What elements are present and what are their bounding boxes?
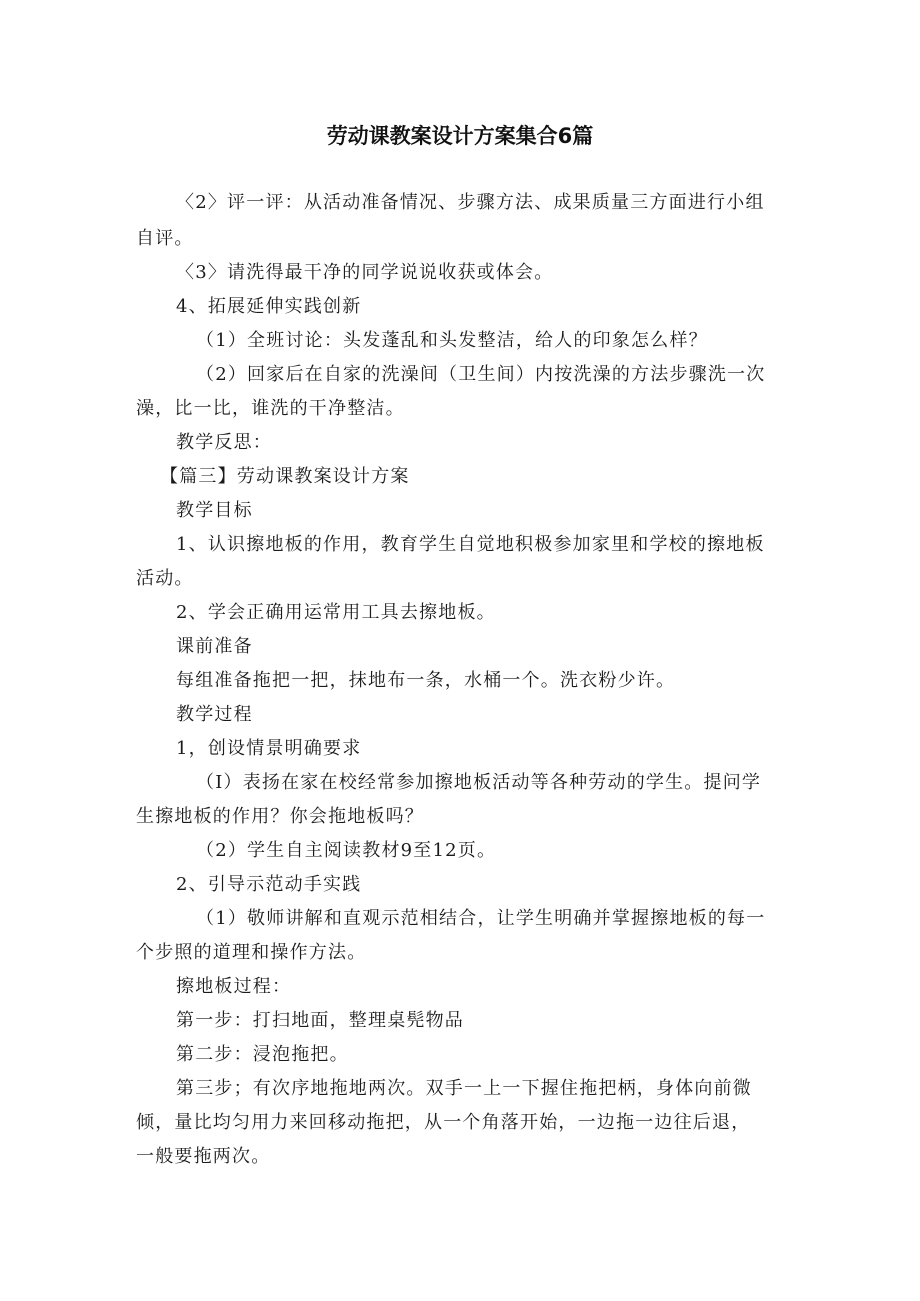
paragraph-line: 〈3〉请洗得最干净的同学说说收获或体会。: [176, 262, 554, 283]
paragraph-line: （1）敬师讲解和直观示范相结合，让学生明确并掌握擦地板的每一: [196, 908, 766, 929]
paragraph-line: （I）表扬在家在校经常参加擦地板活动等各种劳动的学生。提问学: [196, 772, 762, 793]
paragraph-line: 一般要拖两次。: [136, 1146, 271, 1167]
section-heading: 课前准备: [176, 636, 253, 657]
paragraph-line: 活动。: [136, 568, 194, 589]
paragraph-line: 1、认识擦地板的作用，教育学生自觉地积极参加家里和学校的擦地板: [176, 534, 765, 555]
paragraph-line: 〈2〉评一评：从活动准备情况、步骤方法、成果质量三方面进行小组: [176, 192, 765, 213]
paragraph-line: （2）回家后在自家的洗澡间（卫生间）内按洗澡的方法步骤洗一次: [196, 364, 766, 385]
paragraph-line: （1）全班讨论：头发蓬乱和头发整洁，给人的印象怎么样？: [196, 330, 708, 351]
paragraph-line: 2、引导示范动手实践: [176, 874, 362, 895]
paragraph-line: 第二步：浸泡拖把。: [176, 1044, 349, 1065]
paragraph-line: 生擦地板的作用？你会拖地板吗？: [136, 806, 424, 827]
paragraph-line: 个步照的道理和操作方法。: [136, 942, 367, 963]
paragraph-line: 2、学会正确用运常用工具去擦地板。: [176, 602, 496, 623]
section-title: 【篇三】劳动课教案设计方案: [160, 466, 410, 487]
paragraph-line: 教学反思：: [176, 432, 272, 453]
section-heading: 教学过程: [176, 704, 253, 725]
paragraph-line: 1，创设情景明确要求: [176, 738, 362, 759]
paragraph-line: 第三步；有次序地拖地两次。双手一上一下握住拖把柄，身体向前微: [176, 1078, 752, 1099]
paragraph-line: （2）学生自主阅读教材9至12页。: [196, 840, 497, 861]
section-heading: 教学目标: [176, 500, 253, 521]
paragraph-line: 第一步：打扫地面，整理桌髡物品: [176, 1010, 464, 1031]
section-heading: 4、拓展延伸实践创新: [176, 296, 362, 317]
paragraph-line: 倾，量比均匀用力来回移动拖把，从一个角落开始，一边拖一边往后退，: [136, 1112, 751, 1133]
document-title: 劳动课教案设计方案集合6篇: [326, 124, 594, 148]
paragraph-line: 澡，比一比，谁洗的干净整洁。: [136, 398, 405, 419]
paragraph-line: 每组准备拖把一把，抹地布一条，水桶一个。洗衣粉少许。: [176, 670, 676, 691]
paragraph-line: 自评。: [136, 228, 194, 249]
paragraph-line: 擦地板过程：: [176, 976, 292, 997]
